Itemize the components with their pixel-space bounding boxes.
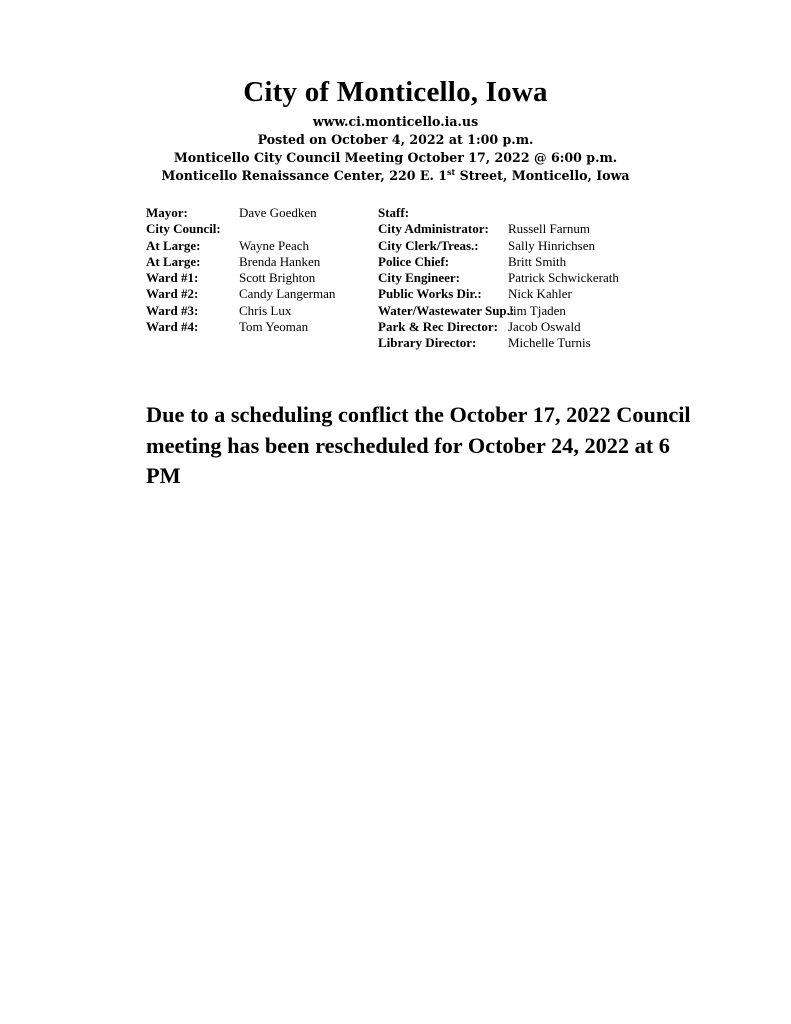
roster-row [378,303,619,319]
roster-name: Britt Smith [508,253,567,269]
roster-label: Ward #1: [146,270,199,286]
roster-label: Ward #4: [146,319,199,335]
roster-name: Russell Farnum [508,221,590,237]
roster-row [378,270,619,286]
roster-row [146,303,335,319]
roster-label: Ward #3: [146,302,199,318]
roster-name: Nick Kahler [508,286,572,302]
posted-line: Posted on October 4, 2022 at 1:00 p.m. [257,132,534,147]
roster-label: Ward #2: [146,286,199,302]
location-text-end: Street, Monticello, Iowa [455,168,630,183]
roster-name: Dave Goedken [239,205,317,220]
location-ordinal: st [447,167,456,177]
website-line: www.ci.monticello.ia.us [312,114,479,129]
roster-label: At Large: [146,237,201,253]
roster-row [146,254,335,270]
roster-name: Tom Yeoman [239,319,309,335]
meeting-line: Monticello City Council Meeting October 17, 2022 @ 6:00 p.m. [173,150,618,165]
roster-label: Mayor: [146,205,188,220]
roster-row [378,319,619,335]
location-line [0,167,791,183]
roster-name: Michelle Turnis [508,335,591,351]
roster-row [378,286,619,302]
staff-roster [378,205,619,352]
roster-row [146,238,335,254]
roster-label: City Administrator: [378,221,489,237]
roster-name: Chris Lux [239,302,292,318]
roster-row [378,221,619,237]
roster-label: Police Chief: [378,253,450,269]
reschedule-notice: Due to a scheduling conflict the October 17, 2022 Council meeting has been rescheduled for October 24, 2022 at 6 PM [146,402,691,488]
location-text-start: Monticello Renaissance Center, 220 E. 1 [161,168,448,183]
roster-row [146,205,335,221]
roster-label: Staff: [378,205,410,220]
roster-name: Candy Langerman [239,286,336,302]
roster-label: Water/Wastewater Sup.: [378,302,515,318]
roster-name: Wayne Peach [239,237,310,253]
council-roster [146,205,335,335]
roster-row [146,319,335,335]
roster-label: Library Director: [378,335,477,351]
roster-label: City Council: [146,221,221,237]
roster-row [378,238,619,254]
roster-row [378,335,619,351]
roster-row [378,254,619,270]
roster-row [146,221,335,237]
roster-row [146,270,335,286]
roster-name: Jacob Oswald [508,319,581,335]
roster-name: Scott Brighton [239,270,316,286]
roster-name: Sally Hinrichsen [508,237,596,253]
roster-row [378,205,619,221]
roster-label: City Engineer: [378,270,460,286]
roster-row [146,286,335,302]
roster-label: At Large: [146,253,201,269]
page-title: City of Monticello, Iowa [243,76,548,108]
roster-label: Public Works Dir.: [378,286,482,302]
roster-name: Brenda Hanken [239,253,321,269]
roster-name: Patrick Schwickerath [508,270,619,286]
roster-label: City Clerk/Treas.: [378,237,479,253]
roster-name: Jim Tjaden [508,302,566,318]
roster-label: Park & Rec Director: [378,319,498,335]
